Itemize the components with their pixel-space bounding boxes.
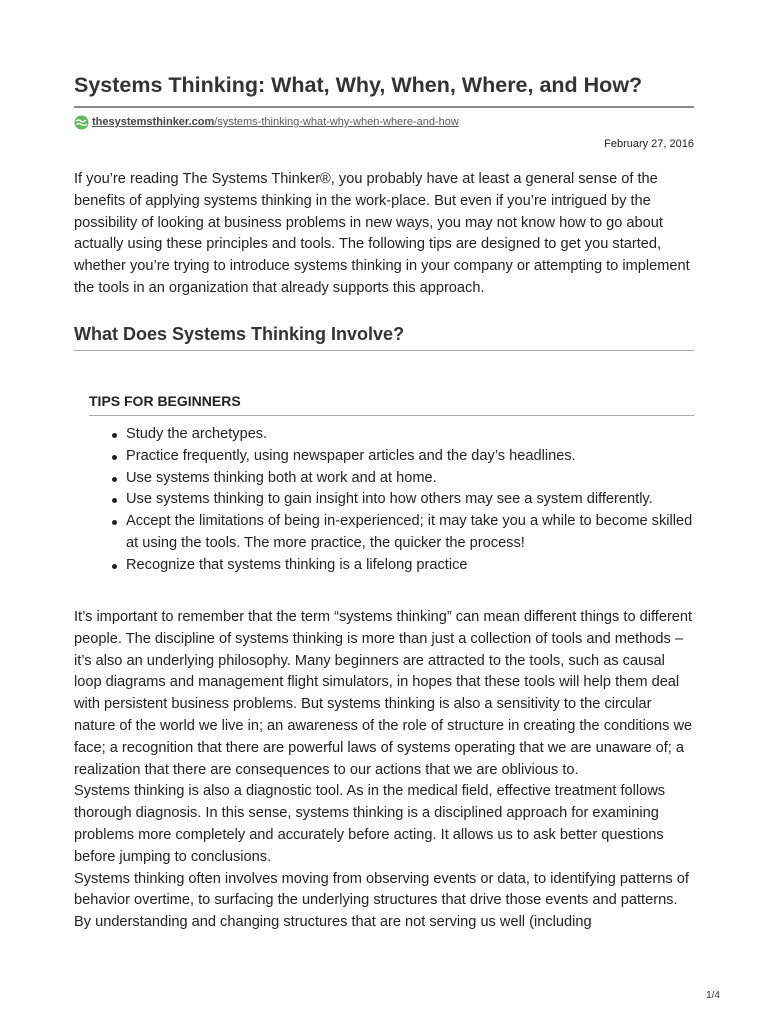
source-domain: thesystemsthinker.com xyxy=(92,116,215,128)
list-item: Use systems thinking both at work and at home. xyxy=(126,468,694,490)
source-link-row xyxy=(74,113,459,131)
page-title: Systems Thinking: What, Why, When, Where, and How? xyxy=(74,73,643,97)
body-text xyxy=(74,607,694,934)
subsection-heading: TIPS FOR BEGINNERS xyxy=(89,393,241,409)
page-number: 1/4 xyxy=(706,990,720,1001)
title-divider xyxy=(74,106,694,108)
bullet-icon xyxy=(112,498,117,503)
list-item: Study the archetypes. xyxy=(126,424,694,446)
publish-date: February 27, 2016 xyxy=(604,138,694,150)
intro-paragraph: If you’re reading The Systems Thinker®, you probably have at least a general sense of the benefits of applying systems thinking in the work-place. But even if you’re intrigued by the possibility of looking at business problems in new ways, you may not know how to go about actually using these principles and tools. The following tips are designed to get you started, whether you’re trying to introduce systems thinking in your company or attempting to implement the tools in an organization that already supports this approach. xyxy=(74,171,690,296)
globe-icon xyxy=(74,115,89,130)
body-paragraph: Systems thinking often involves moving from observing events or data, to identifying patterns of behavior overtime, to surfacing the underlying structures that drive those events and patterns. By understanding and changing structures that are not serving us well (including xyxy=(74,870,689,931)
bullet-icon xyxy=(112,455,117,460)
body-paragraph: It’s important to remember that the term “systems thinking” can mean different things to different people. The discipline of systems thinking is more than just a collection of tools and methods – it’s also an underlying philosophy. Many beginners are attracted to the tools, such as causal loop diagrams and management flight simulators, in hopes that these tools will help them deal with persistent business problems. But systems thinking is also a sensitivity to the circular nature of the world we live in; an awareness of the role of structure in creating the conditions we face; a recognition that there are powerful laws of systems operating that we are unaware of; a realization that there are consequences to our actions that we are oblivious to. xyxy=(74,609,693,778)
source-url-link[interactable] xyxy=(92,116,459,128)
list-item: Recognize that systems thinking is a lifelong practice xyxy=(126,555,694,577)
list-item: Use systems thinking to gain insight into how others may see a system differently. xyxy=(126,489,694,511)
body-paragraph: Systems thinking is also a diagnostic tool. As in the medical field, effective treatment follows thorough diagnosis. In this sense, systems thinking is a disciplined approach for examining problems more completely and accurately before acting. It allows us to ask better questions before jumping to conclusions. xyxy=(74,783,666,865)
section-heading: What Does Systems Thinking Involve? xyxy=(74,324,405,344)
bullet-icon xyxy=(112,564,117,569)
tips-list xyxy=(126,424,694,577)
bullet-icon xyxy=(112,477,117,482)
bullet-icon xyxy=(112,520,117,525)
subsection-divider xyxy=(89,415,694,416)
bullet-icon xyxy=(112,433,117,438)
section-divider xyxy=(74,350,694,351)
source-path: /systems-thinking-what-why-when-where-and-how xyxy=(214,116,459,128)
list-item: Practice frequently, using newspaper articles and the day’s headlines. xyxy=(126,446,694,468)
list-item: Accept the limitations of being in-experienced; it may take you a while to become skilled at using the tools. The more practice, the quicker the process! xyxy=(126,511,694,555)
